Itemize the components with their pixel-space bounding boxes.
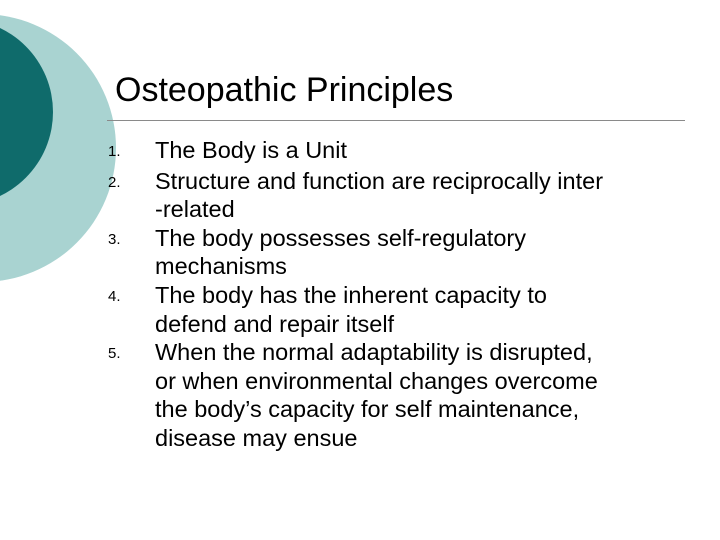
item-text-line: The Body is a Unit xyxy=(155,137,348,163)
item-text xyxy=(155,167,678,224)
item-text xyxy=(155,338,678,452)
principles-list xyxy=(108,136,678,453)
list-item xyxy=(108,281,678,338)
item-text-line: -related xyxy=(155,196,235,223)
item-text-line: Structure and function are reciprocally inter xyxy=(155,167,604,194)
list-item xyxy=(108,136,678,167)
item-text-line: The body has the inherent capacity to xyxy=(155,281,547,308)
item-number: 2. xyxy=(108,173,121,191)
item-text-line: The body possesses self-regulatory xyxy=(155,224,526,251)
item-text-line: disease may ensue xyxy=(155,424,358,451)
title-divider xyxy=(107,120,685,121)
list-item xyxy=(108,338,678,452)
item-text xyxy=(155,136,678,165)
item-number: 5. xyxy=(108,345,121,363)
corner-decoration xyxy=(0,0,120,300)
item-text xyxy=(155,281,678,338)
item-text-line: mechanisms xyxy=(155,253,287,280)
item-text-line: When the normal adaptability is disrupted, xyxy=(155,339,593,366)
list-item xyxy=(108,167,678,224)
item-text-line: defend and repair itself xyxy=(155,310,395,337)
list-item xyxy=(108,224,678,281)
item-text-line: or when environmental changes overcome xyxy=(155,367,598,394)
item-text xyxy=(155,224,678,281)
slide-title: Osteopathic Principles xyxy=(115,71,454,109)
item-number: 3. xyxy=(108,230,121,248)
item-text-line: the body’s capacity for self maintenance, xyxy=(155,396,580,423)
item-number: 1. xyxy=(108,143,121,160)
item-number: 4. xyxy=(108,287,121,305)
